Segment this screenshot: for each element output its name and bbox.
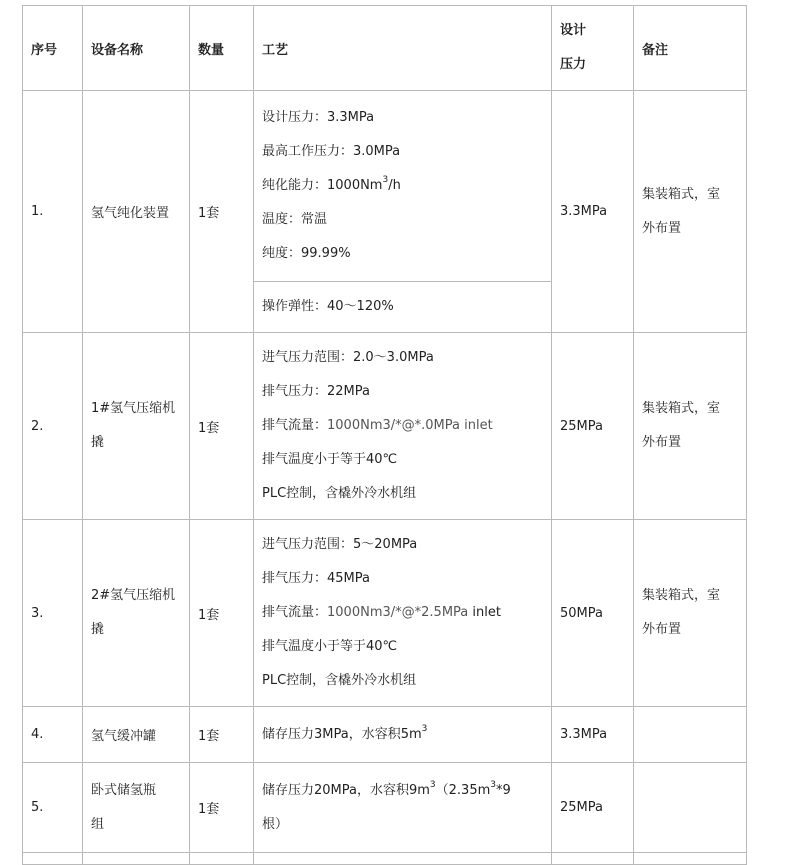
table-row-partial (23, 853, 747, 865)
row5-note (634, 763, 747, 853)
process-line: 排气温度小于等于40℃ (262, 639, 398, 654)
superscript: 3 (429, 779, 436, 790)
row4-qty: 1套 (190, 707, 254, 763)
name-line: 组 (91, 816, 105, 832)
process-line: 进气压力范围：2.0～3.0MPa (262, 350, 434, 365)
process-line: 设计压力：3.3MPa (262, 110, 375, 125)
name-line: 2#氢气压缩机 (91, 588, 176, 603)
header-row (23, 6, 747, 91)
note-line: 外布置 (642, 220, 682, 236)
process-text: 储存压力3MPa，水容积5m (262, 726, 422, 742)
row5-name (83, 763, 190, 853)
process-text: 排气流量： (262, 605, 328, 620)
row4-name: 氢气缓冲罐 (83, 707, 190, 763)
process-text: 纯化能力：1000Nm (262, 178, 383, 193)
row4-no: 4. (23, 707, 83, 763)
note-line: 集装箱式，室 (642, 588, 721, 603)
process-line: PLC控制，含橇外冷水机组 (262, 486, 417, 501)
row5-pressure: 25MPa (552, 763, 634, 853)
row4-process (254, 707, 552, 763)
row2-process (254, 333, 552, 520)
process-text: inlet (468, 605, 501, 620)
row2-pressure: 25MPa (552, 333, 634, 520)
row2-note (634, 333, 747, 520)
superscript: 3 (421, 723, 428, 734)
row1-no: 1. (23, 91, 83, 333)
row2-no: 2. (23, 333, 83, 520)
process-text: *9 (496, 782, 511, 798)
process-text: 排气流量： (262, 418, 328, 433)
row4-note (634, 707, 747, 763)
name-line: 撬 (91, 622, 105, 637)
superscript: 3 (490, 779, 496, 790)
process-line (262, 596, 543, 630)
empty-cell (254, 853, 552, 865)
row5-qty: 1套 (190, 763, 254, 853)
header-process: 工艺 (254, 6, 552, 91)
process-line (262, 409, 543, 443)
row3-qty: 1套 (190, 520, 254, 707)
empty-cell (23, 853, 83, 865)
row3-process (254, 520, 552, 707)
process-line: 排气压力：45MPa (262, 571, 370, 586)
header-pressure (552, 6, 634, 91)
table-row (23, 333, 747, 520)
row2-qty: 1套 (190, 333, 254, 520)
table-row (23, 520, 747, 707)
row3-name (83, 520, 190, 707)
process-line: 排气压力：22MPa (262, 384, 370, 399)
table-row (23, 707, 747, 763)
row1-qty: 1套 (190, 91, 254, 333)
row1-note (634, 91, 747, 333)
empty-cell (552, 853, 634, 865)
row1-pressure: 3.3MPa (552, 91, 634, 333)
process-text: /h (388, 178, 401, 193)
process-line (262, 718, 543, 752)
table-row (23, 91, 747, 282)
process-text: 储存压力20MPa，水容积9m (262, 782, 430, 798)
empty-cell (83, 853, 190, 865)
row5-no: 5. (23, 763, 83, 853)
row1-name: 氢气纯化装置 (83, 91, 190, 333)
equipment-table (22, 5, 747, 865)
superscript: 3 (382, 175, 389, 185)
process-text-grey: 1000Nm3/*@*2.5MPa (327, 605, 469, 620)
empty-cell (190, 853, 254, 865)
process-line (262, 774, 543, 808)
process-line: 纯度：99.99% (262, 246, 351, 261)
empty-cell (634, 853, 747, 865)
note-line: 外布置 (642, 622, 682, 637)
name-line: 1#氢气压缩机 (91, 401, 176, 416)
process-line: 排气温度小于等于40℃ (262, 452, 398, 467)
header-name: 设备名称 (83, 6, 190, 91)
note-line: 集装箱式，室 (642, 401, 721, 416)
process-line: 根） (262, 816, 289, 832)
row4-pressure: 3.3MPa (552, 707, 634, 763)
process-line: PLC控制，含橇外冷水机组 (262, 673, 417, 688)
process-line: 操作弹性：40～120% (262, 299, 394, 314)
row1-process-extra (254, 282, 552, 333)
note-line: 外布置 (642, 435, 682, 450)
table-row (23, 763, 747, 853)
row1-process (254, 91, 552, 282)
row5-process (254, 763, 552, 853)
row3-no: 3. (23, 520, 83, 707)
process-line: 温度：常温 (262, 212, 328, 227)
header-pressure-line2: 压力 (560, 57, 587, 72)
header-pressure-line1: 设计 (560, 23, 587, 38)
process-text-grey: 1000Nm3/*@*.0MPa inlet (327, 418, 493, 433)
header-no: 序号 (23, 6, 83, 91)
process-line: 进气压力范围：5～20MPa (262, 537, 418, 552)
note-line: 集装箱式，室 (642, 186, 721, 202)
process-line (262, 169, 543, 203)
header-qty: 数量 (190, 6, 254, 91)
row3-note (634, 520, 747, 707)
row3-pressure: 50MPa (552, 520, 634, 707)
name-line: 卧式储氢瓶 (91, 782, 157, 798)
process-line: 最高工作压力：3.0MPa (262, 144, 401, 159)
row2-name (83, 333, 190, 520)
name-line: 撬 (91, 435, 105, 450)
process-text: （2.35m (435, 782, 491, 798)
header-note: 备注 (634, 6, 747, 91)
